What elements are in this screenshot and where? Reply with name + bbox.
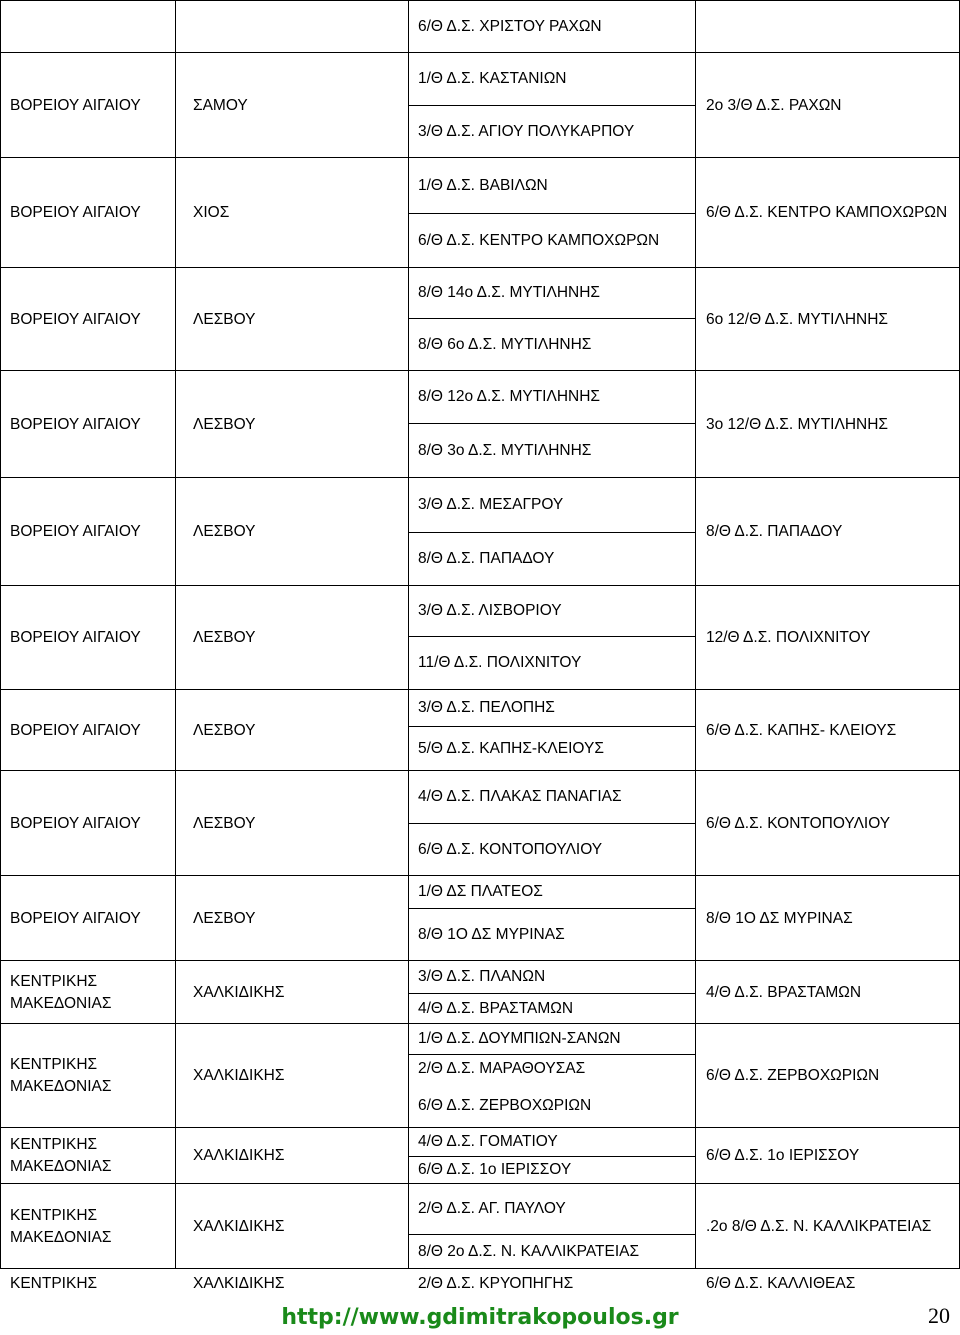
school-entry: 1/Θ Δ.Σ. ΔΟΥΜΠΙΩΝ-ΣΑΝΩΝ [418, 1030, 621, 1047]
result-cell: 6ο 12/Θ Δ.Σ. ΜΥΤΙΛΗΝΗΣ [706, 310, 888, 328]
school-separator [408, 423, 695, 424]
school-separator [408, 993, 695, 994]
column-divider [0, 586, 1, 690]
region-cell: ΒΟΡΕΙΟΥ ΑΙΓΑΙΟΥ [10, 721, 141, 739]
school-entry: 2/Θ Δ.Σ. ΜΑΡΑΘΟΥΣΑΣ [418, 1060, 586, 1077]
prefecture-cell: ΧΑΛΚΙΔΙΚΗΣ [193, 1217, 285, 1235]
school-separator [408, 532, 695, 533]
column-divider [695, 268, 696, 371]
column-divider [695, 771, 696, 876]
column-divider [695, 690, 696, 771]
table-row [0, 0, 960, 53]
column-divider [175, 961, 176, 1024]
column-divider [408, 268, 409, 371]
prefecture-cell: ΧΙΟΣ [193, 204, 230, 221]
region-cell: ΒΟΡΕΙΟΥ ΑΙΓΑΙΟΥ [10, 523, 141, 540]
school-entry: 1/Θ Δ.Σ. ΚΑΣΤΑΝΙΩΝ [418, 70, 567, 87]
column-divider [408, 1, 409, 53]
column-divider [695, 1184, 696, 1269]
table-row [0, 585, 960, 690]
school-separator [408, 636, 695, 637]
column-divider [695, 478, 696, 586]
region-cell: ΒΟΡΕΙΟΥ ΑΙΓΑΙΟΥ [10, 204, 141, 221]
result-cell: 6/Θ Δ.Σ. ΖΕΡΒΟΧΩΡΙΩΝ [706, 1067, 880, 1084]
school-entry: 8/Θ 1Ο ΔΣ ΜΥΡΙΝΑΣ [418, 925, 565, 943]
table-row [0, 267, 960, 371]
table-row [0, 1023, 960, 1128]
prefecture-cell: ΛΕΣΒΟΥ [193, 415, 256, 433]
result-cell: 4/Θ Δ.Σ. ΒΡΑΣΤΑΜΩΝ [706, 983, 862, 1001]
prefecture-cell: ΛΕΣΒΟΥ [193, 721, 256, 739]
column-divider [695, 1, 696, 53]
column-divider [0, 268, 1, 371]
table-row [0, 52, 960, 158]
table-row [0, 875, 960, 961]
result-cell [706, 1, 951, 53]
column-divider [0, 478, 1, 586]
column-divider [175, 371, 176, 478]
result-cell: 6/Θ Δ.Σ. ΚΕΝΤΡΟ ΚΑΜΠΟΧΩΡΩΝ [706, 204, 948, 221]
column-divider [695, 586, 696, 690]
result-cell: 3ο 12/Θ Δ.Σ. ΜΥΤΙΛΗΝΗΣ [706, 415, 888, 433]
column-divider [0, 1184, 1, 1269]
column-divider [695, 1128, 696, 1184]
prefecture-cell: ΧΑΛΚΙΔΙΚΗΣ [193, 1067, 285, 1084]
school-separator [408, 908, 695, 909]
school-entry: 4/Θ Δ.Σ. ΒΡΑΣΤΑΜΩΝ [418, 999, 574, 1017]
column-divider [408, 371, 409, 478]
column-divider [175, 1128, 176, 1184]
school-entry: 8/Θ 12ο Δ.Σ. ΜΥΤΙΛΗΝΗΣ [418, 388, 600, 405]
column-divider [0, 371, 1, 478]
school-entry: 3/Θ Δ.Σ. ΠΕΛΟΠΗΣ [418, 699, 555, 716]
column-divider [0, 876, 1, 961]
region-cell: ΚΕΝΤΡΙΚΗΣ ΜΑΚΕΔΟΝΙΑΣ [10, 1206, 112, 1246]
column-divider [175, 771, 176, 876]
column-divider [0, 158, 1, 268]
school-separator [408, 823, 695, 824]
footer-url[interactable]: http://www.gdimitrakopoulos.gr [281, 1305, 679, 1330]
column-divider [0, 690, 1, 771]
result-cell: 12/Θ Δ.Σ. ΠΟΛΙΧΝΙΤΟΥ [706, 629, 871, 646]
column-divider [408, 586, 409, 690]
column-divider [408, 1024, 409, 1128]
table-row [0, 477, 960, 586]
column-divider [0, 1, 1, 53]
column-divider [175, 1, 176, 53]
prefecture-cell: ΧΑΛΚΙΔΙΚΗΣ [193, 1147, 285, 1164]
column-divider [408, 690, 409, 771]
page-number: 20 [928, 1303, 950, 1328]
prefecture-cell: ΛΕΣΒΟΥ [193, 523, 256, 540]
prefecture-cell: ΧΑΛΚΙΔΙΚΗΣ [193, 983, 285, 1001]
school-entry: 5/Θ Δ.Σ. ΚΑΠΗΣ-ΚΛΕΙΟΥΣ [418, 739, 604, 757]
school-separator [408, 1054, 695, 1055]
school-separator [408, 105, 695, 106]
table-row [0, 770, 960, 876]
prefecture-cell: ΛΕΣΒΟΥ [193, 909, 256, 927]
school-separator [408, 1156, 695, 1157]
column-divider [695, 961, 696, 1024]
school-separator [408, 726, 695, 727]
school-entry: 2/Θ Δ.Σ. ΑΓ. ΠΑΥΛΟΥ [418, 1200, 566, 1217]
school-entry: 4/Θ Δ.Σ. ΓΟΜΑΤΙΟΥ [418, 1133, 558, 1150]
school-separator [408, 318, 695, 319]
column-divider [0, 961, 1, 1024]
region-cell: ΒΟΡΕΙΟΥ ΑΙΓΑΙΟΥ [10, 96, 141, 114]
result-cell: 8/Θ 1Ο ΔΣ ΜΥΡΙΝΑΣ [706, 909, 853, 927]
region-cell: ΚΕΝΤΡΙΚΗΣ [10, 1275, 98, 1292]
school-entry: 11/Θ Δ.Σ. ΠΟΛΙΧΝΙΤΟΥ [418, 654, 582, 671]
table-row [0, 157, 960, 268]
school-entry: 1/Θ Δ.Σ. ΒΑΒΙΛΩΝ [418, 176, 548, 194]
column-divider [0, 53, 1, 158]
table-row [0, 1127, 960, 1184]
region-cell: ΒΟΡΕΙΟΥ ΑΙΓΑΙΟΥ [10, 415, 141, 433]
region-cell: ΚΕΝΤΡΙΚΗΣ ΜΑΚΕΔΟΝΙΑΣ [10, 1056, 112, 1095]
school-entry: 1/Θ ΔΣ ΠΛΑΤΕΟΣ [418, 883, 543, 900]
school-entry: 8/Θ 6ο Δ.Σ. ΜΥΤΙΛΗΝΗΣ [418, 335, 592, 353]
school-entry: 3/Θ Δ.Σ. ΑΓΙΟΥ ΠΟΛΥΚΑΡΠΟΥ [418, 122, 635, 140]
table-row [0, 960, 960, 1024]
column-divider [0, 771, 1, 876]
result-cell: 2ο 3/Θ Δ.Σ. ΡΑΧΩΝ [706, 96, 842, 114]
school-separator [408, 213, 695, 214]
school-entry: 8/Θ 14ο Δ.Σ. ΜΥΤΙΛΗΝΗΣ [418, 284, 600, 301]
school-entry: 3/Θ Δ.Σ. ΜΕΣΑΓΡΟΥ [418, 496, 564, 513]
school-entry: 6/Θ Δ.Σ. ΚΕΝΤΡΟ ΚΑΜΠΟΧΩΡΩΝ [418, 231, 660, 249]
column-divider [175, 586, 176, 690]
table-row [0, 1183, 960, 1269]
column-divider [695, 1024, 696, 1128]
result-cell: 6/Θ Δ.Σ. ΚΟΝΤΟΠΟΥΛΙΟΥ [706, 814, 891, 832]
column-divider [175, 478, 176, 586]
region-cell: ΒΟΡΕΙΟΥ ΑΙΓΑΙΟΥ [10, 814, 141, 832]
result-cell: .2ο 8/Θ Δ.Σ. Ν. ΚΑΛΛΙΚΡΑΤΕΙΑΣ [706, 1217, 932, 1235]
school-entry: 8/Θ Δ.Σ. ΠΑΠΑΔΟΥ [418, 550, 555, 567]
column-divider [175, 876, 176, 961]
column-divider [0, 1024, 1, 1128]
prefecture-cell: ΛΕΣΒΟΥ [193, 814, 256, 832]
table-row [0, 370, 960, 478]
prefecture-cell: ΛΕΣΒΟΥ [193, 629, 256, 646]
prefecture-cell: ΣΑΜΟΥ [193, 96, 248, 114]
column-divider [695, 158, 696, 268]
region-cell [10, 1, 170, 53]
result-cell: 8/Θ Δ.Σ. ΠΑΠΑΔΟΥ [706, 523, 843, 540]
school-entry: 8/Θ 3ο Δ.Σ. ΜΥΤΙΛΗΝΗΣ [418, 441, 592, 459]
result-cell: 6/Θ Δ.Σ. 1ο ΙΕΡΙΣΣΟΥ [706, 1147, 860, 1164]
column-divider [175, 53, 176, 158]
school-entry: 6/Θ Δ.Σ. ΚΟΝΤΟΠΟΥΛΙΟΥ [418, 840, 603, 858]
school-entry: 6/Θ Δ.Σ. ΖΕΡΒΟΧΩΡΙΩΝ [418, 1097, 592, 1114]
prefecture-cell [193, 1, 393, 53]
school-entry: 6/Θ Δ.Σ. 1ο ΙΕΡΙΣΣΟΥ [418, 1161, 572, 1178]
column-divider [695, 371, 696, 478]
region-cell: ΒΟΡΕΙΟΥ ΑΙΓΑΙΟΥ [10, 310, 141, 328]
prefecture-cell: ΧΑΛΚΙΔΙΚΗΣ [193, 1275, 285, 1292]
column-divider [175, 268, 176, 371]
column-divider [695, 53, 696, 158]
region-cell: ΒΟΡΕΙΟΥ ΑΙΓΑΙΟΥ [10, 629, 141, 646]
table-row [0, 1268, 960, 1299]
prefecture-cell: ΛΕΣΒΟΥ [193, 310, 256, 328]
region-cell: ΚΕΝΤΡΙΚΗΣ ΜΑΚΕΔΟΝΙΑΣ [10, 1136, 112, 1175]
region-cell: ΒΟΡΕΙΟΥ ΑΙΓΑΙΟΥ [10, 909, 141, 927]
result-cell: 6/Θ Δ.Σ. ΚΑΛΛΙΘΕΑΣ [706, 1275, 856, 1292]
school-entry: 3/Θ Δ.Σ. ΠΛΑΝΩΝ [418, 968, 546, 985]
school-entry: 6/Θ Δ.Σ. ΧΡΙΣΤΟΥ ΡΑΧΩΝ [418, 18, 602, 35]
column-divider [175, 1024, 176, 1128]
column-divider [695, 876, 696, 961]
school-entry: 8/Θ 2ο Δ.Σ. Ν. ΚΑΛΛΙΚΡΑΤΕΙΑΣ [418, 1242, 640, 1260]
column-divider [0, 1128, 1, 1184]
table-row [0, 689, 960, 771]
column-divider [175, 1184, 176, 1269]
region-cell: ΚΕΝΤΡΙΚΗΣ ΜΑΚΕΔΟΝΙΑΣ [10, 972, 112, 1012]
column-divider [408, 876, 409, 961]
column-divider [408, 1184, 409, 1269]
school-separator [408, 1234, 695, 1235]
school-entry: 4/Θ Δ.Σ. ΠΛΑΚΑΣ ΠΑΝΑΓΙΑΣ [418, 788, 622, 805]
column-divider [175, 690, 176, 771]
school-entry: 3/Θ Δ.Σ. ΛΙΣΒΟΡΙΟΥ [418, 602, 562, 619]
result-cell: 6/Θ Δ.Σ. ΚΑΠΗΣ- ΚΛΕΙΟΥΣ [706, 721, 897, 739]
column-divider [175, 158, 176, 268]
school-entry: 2/Θ Δ.Σ. ΚΡΥΟΠΗΓΗΣ [418, 1275, 574, 1292]
